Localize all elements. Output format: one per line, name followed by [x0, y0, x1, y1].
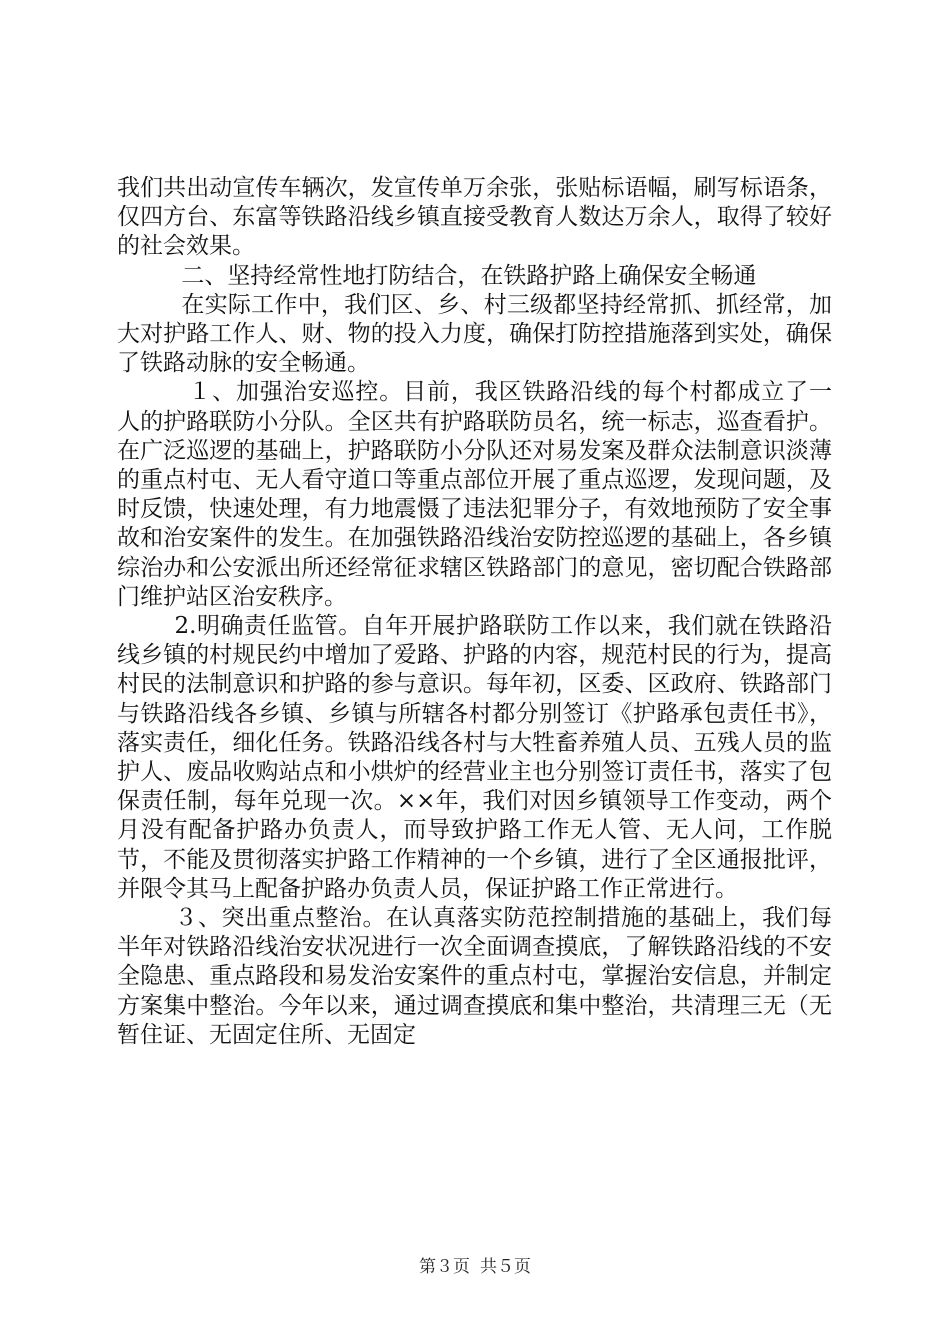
- document-body: [117, 174, 832, 1050]
- paragraph-rectification: ３、突出重点整治。在认真落实防范控制措施的基础上，我们每半年对铁路沿线治安状况进行一次全面调查摸底，了解铁路沿线的不安全隐患、重点路段和易发治安案件的重点村屯，掌握治安信息，并制定方案集中整治。今年以来，通过调查摸底和集中整治，共清理三无（无暂住证、无固定住所、无固定: [117, 905, 832, 1048]
- page-footer: [0, 1252, 950, 1277]
- paragraph-1: 我们共出动宣传车辆次，发宣传单万余张，张贴标语幅，刷写标语条，仅四方台、东富等铁路沿线乡镇直接受教育人数达万余人，取得了较好的社会效果。: [117, 175, 832, 260]
- paragraph-3: 在实际工作中，我们区、乡、村三级都坚持经常抓、抓经常，加大对护路工作人、财、物的投入力度，确保打防控措施落到实处，确保了铁路动脉的安全畅通。: [117, 291, 832, 377]
- paragraph-patrol: １、加强治安巡控。目前，我区铁路沿线的每个村都成立了一人的护路联防小分队。全区共有护路联防员名，统一标志，巡查看护。在广泛巡逻的基础上，护路联防小分队还对易发案及群众法制意识淡薄的重点村屯、无人看守道口等重点部位开展了重点巡逻，发现问题，及时反馈，快速处理，有力地震慑了违法犯罪分子，有效地预防了安全事故和治安案件的发生。在加强铁路沿线治安防控巡逻的基础上，各乡镇综治办和公安派出所还经常征求辖区铁路部门的意见，密切配合铁路部门维护站区治安秩序。: [117, 379, 832, 610]
- paragraph-responsibility: 2.明确责任监管。自年开展护路联防工作以来，我们就在铁路沿线乡镇的村规民约中增加了爱路、护路的内容，规范村民的行为，提高村民的法制意识和护路的参与意识。每年初，区委、区政府、铁路部门与铁路沿线各乡镇、乡镇与所辖各村都分别签订《护路承包责任书》，落实责任，细化任务。铁路沿线各村与大牲畜养殖人员、五残人员的监护人、废品收购站点和小烘炉的经营业主也分别签订责任书，落实了包保责任制，每年兑现一次。××年，我们对因乡镇领导工作变动，两个月没有配备护路办负责人，而导致护路工作无人管、无人问，工作脱节，不能及贯彻落实护路工作精神的一个乡镇，进行了全区通报批评，并限令其马上配备护路办负责人员，保证护路工作正常进行。: [117, 613, 832, 902]
- page-number: 第３页: [419, 1257, 470, 1277]
- section-heading-2: 二、坚持经常性地打防结合，在铁路护路上确保安全畅通: [181, 262, 757, 289]
- page-total: 共５页: [480, 1257, 531, 1277]
